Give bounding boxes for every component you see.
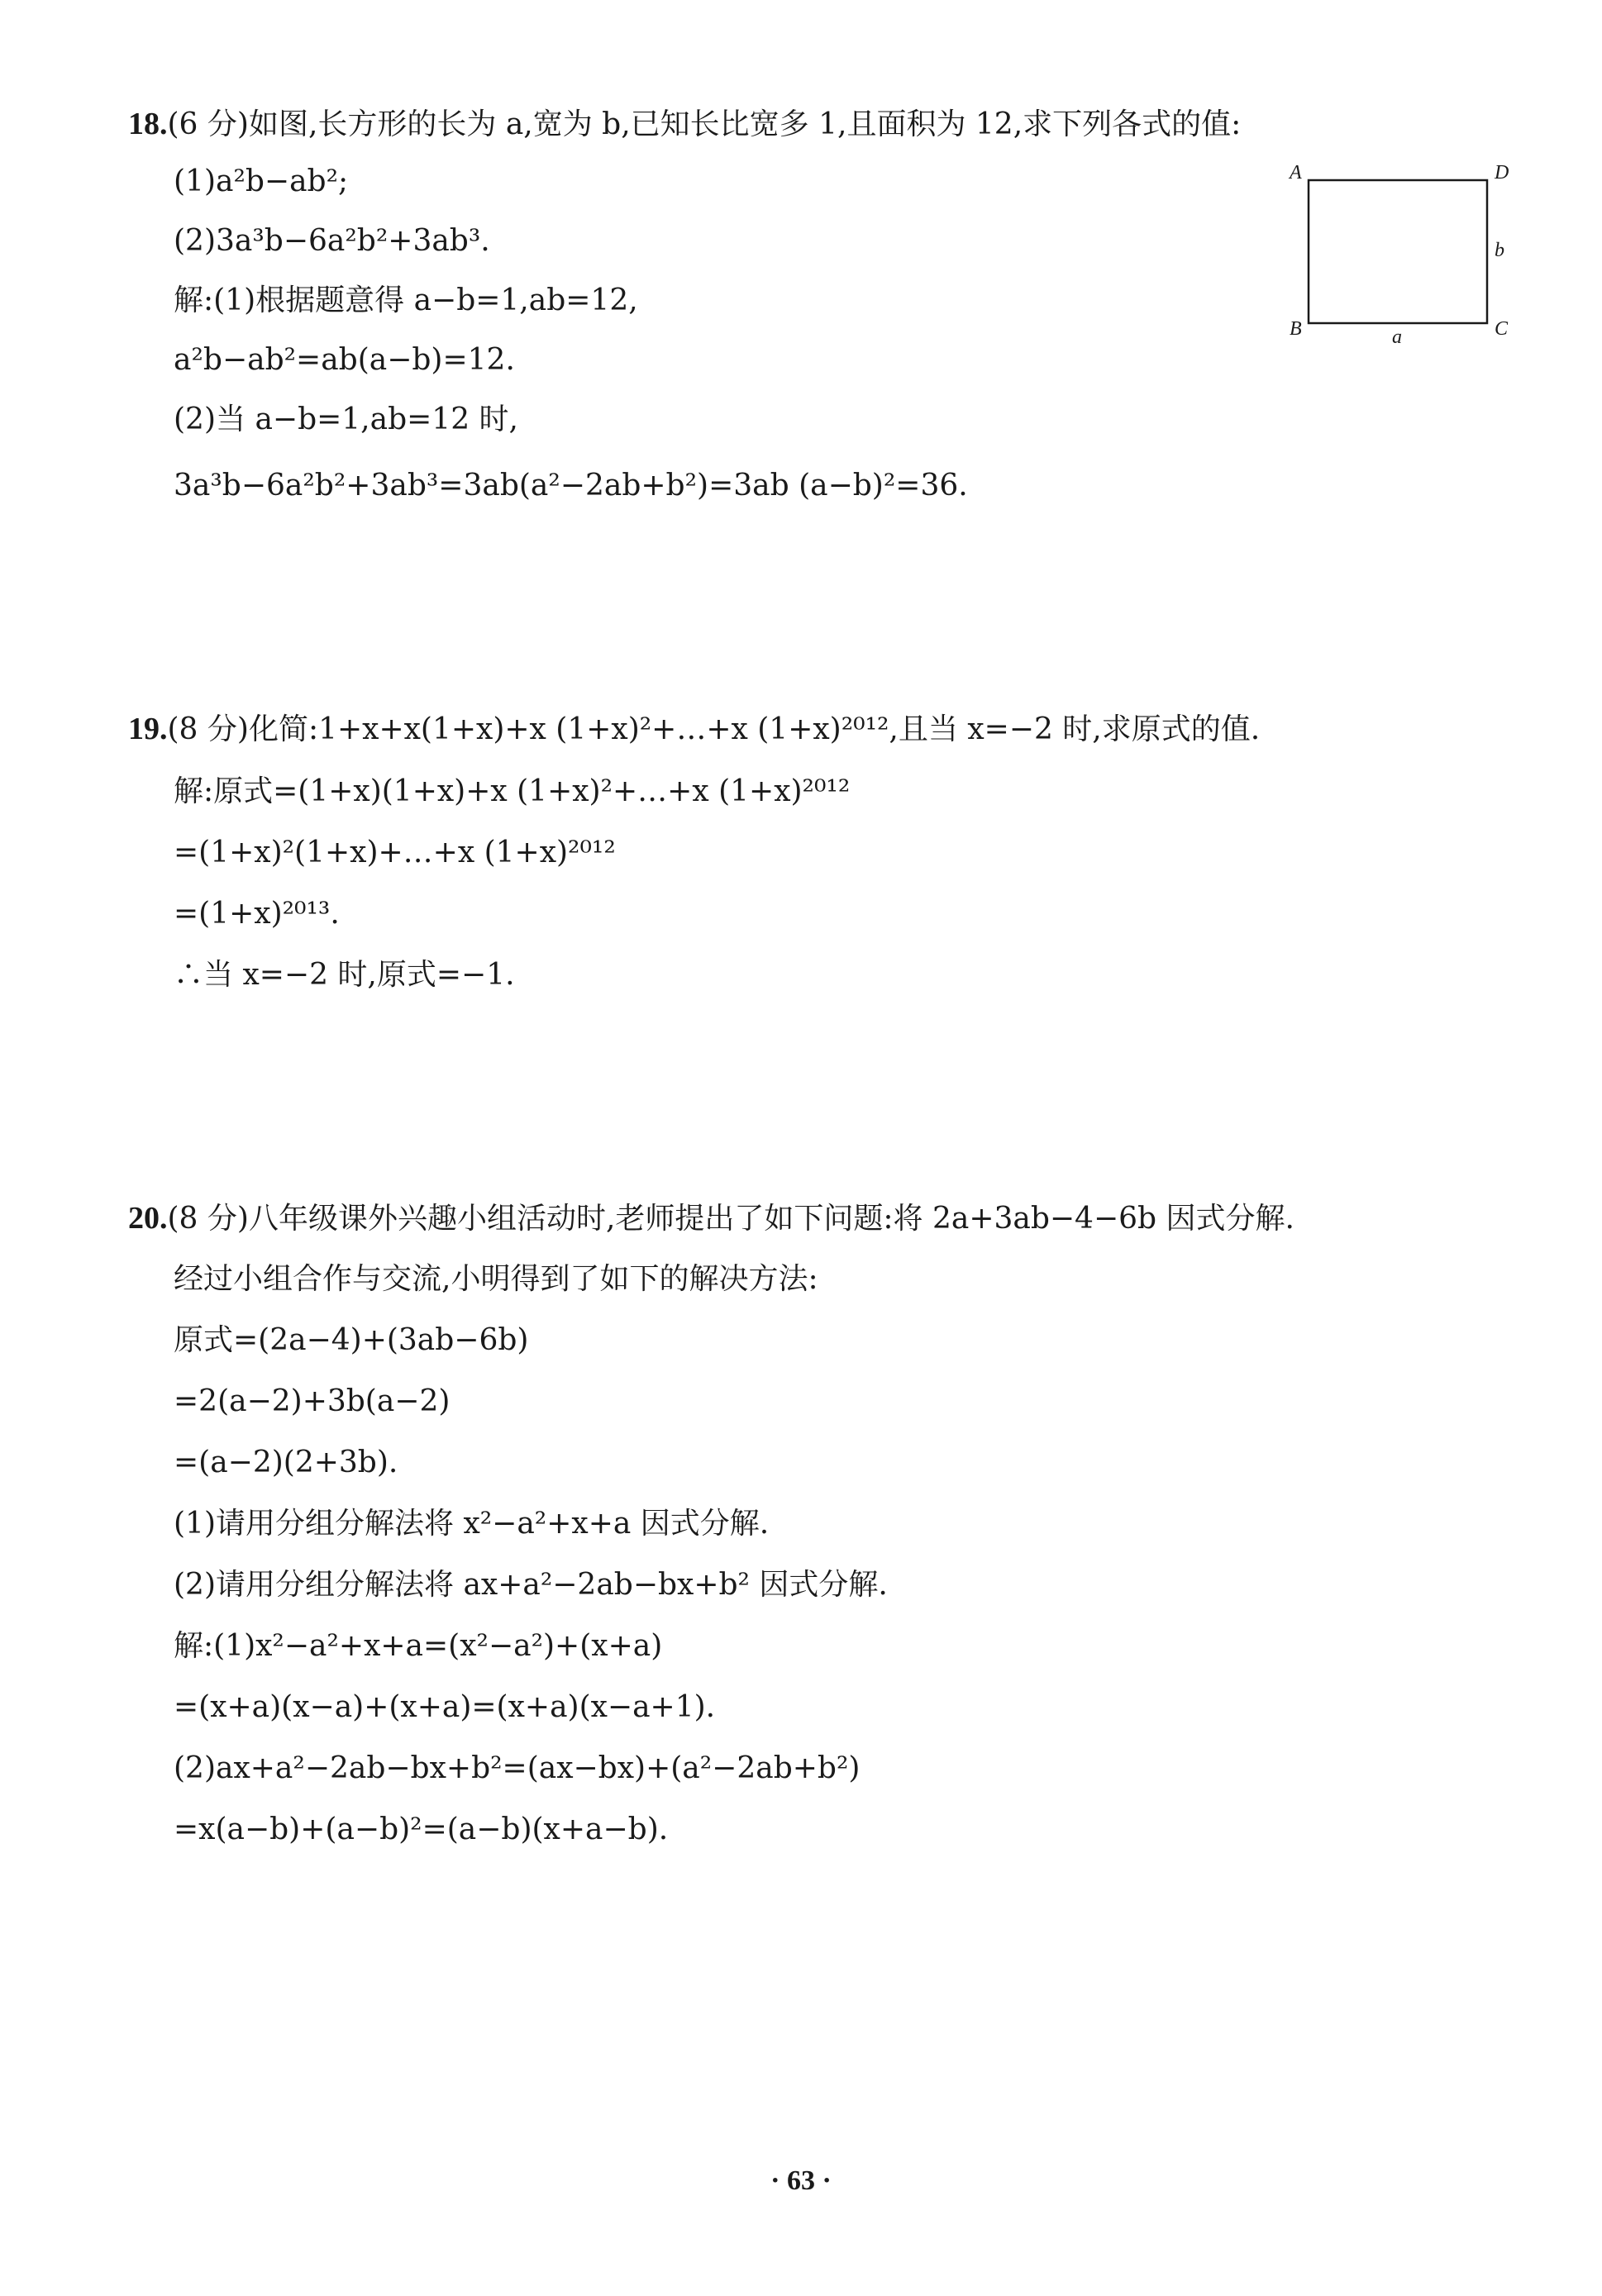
q19-stem-text: (8 分)化简:1+x+x(1+x)+x (1+x)²+…+x (1+x)²⁰¹²,且当 x=−2 时,求原式的值. (167, 712, 1261, 746)
page-number: · 63 · (770, 2165, 832, 2196)
side-a-label: a (1392, 326, 1402, 347)
q18-line-2: (2)3a³b−6a²b²+3ab³. (174, 224, 490, 258)
q18-line-6: 3a³b−6a²b²+3ab³=3ab(a²−2ab+b²)=3ab (a−b)²=36. (174, 469, 968, 503)
q19-stem (128, 711, 1260, 748)
q20-line-6: (2)请用分组分解法将 ax+a²−2ab−bx+b² 因式分解. (174, 1568, 888, 1602)
vertex-c-label: C (1495, 318, 1509, 340)
q20-stem (128, 1200, 1294, 1237)
q18-number: 18. (128, 107, 168, 141)
q20-line-7: 解:(1)x²−a²+x+a=(x²−a²)+(x+a) (174, 1629, 663, 1663)
q20-line-5: (1)请用分组分解法将 x²−a²+x+a 因式分解. (174, 1507, 770, 1541)
side-b-label: b (1495, 240, 1504, 261)
q19-line-1: 解:原式=(1+x)(1+x)+x (1+x)²+…+x (1+x)²⁰¹² (174, 774, 851, 808)
q19-line-2: =(1+x)²(1+x)+…+x (1+x)²⁰¹² (174, 836, 616, 869)
q18-stem-text: (6 分)如图,长方形的长为 a,宽为 b,已知长比宽多 1,且面积为 12,求下列各式的值: (167, 107, 1242, 141)
q18-line-4: a²b−ab²=ab(a−b)=12. (174, 343, 515, 377)
vertex-b-label: B (1290, 318, 1302, 340)
q19-line-4: ∴当 x=−2 时,原式=−1. (174, 958, 515, 992)
q20-line-4: =(a−2)(2+3b). (174, 1446, 398, 1479)
q20-line-1: 经过小组合作与交流,小明得到了如下的解决方法: (174, 1262, 818, 1296)
q19-line-3: =(1+x)²⁰¹³. (174, 897, 340, 931)
q20-stem-text: (8 分)八年级课外兴趣小组活动时,老师提出了如下问题:将 2a+3ab−4−6b 因式分解. (167, 1202, 1294, 1236)
vertex-a-label: A (1290, 162, 1302, 183)
q20-line-2: 原式=(2a−4)+(3ab−6b) (174, 1323, 529, 1357)
rectangle-figure (1273, 149, 1546, 347)
vertex-d-label: D (1495, 162, 1509, 183)
q18-line-1: (1)a²b−ab²; (174, 164, 349, 198)
rectangle-shape (1309, 180, 1487, 323)
q20-line-9: (2)ax+a²−2ab−bx+b²=(ax−bx)+(a²−2ab+b²) (174, 1751, 861, 1785)
q19-number: 19. (128, 712, 168, 746)
q18-line-3: 解:(1)根据题意得 a−b=1,ab=12, (174, 283, 638, 317)
q20-line-3: =2(a−2)+3b(a−2) (174, 1384, 451, 1418)
q18-stem (128, 106, 1241, 143)
q20-number: 20. (128, 1201, 168, 1236)
q20-line-10: =x(a−b)+(a−b)²=(a−b)(x+a−b). (174, 1813, 669, 1846)
q18-line-5: (2)当 a−b=1,ab=12 时, (174, 403, 518, 436)
q20-line-8: =(x+a)(x−a)+(x+a)=(x+a)(x−a+1). (174, 1690, 716, 1724)
